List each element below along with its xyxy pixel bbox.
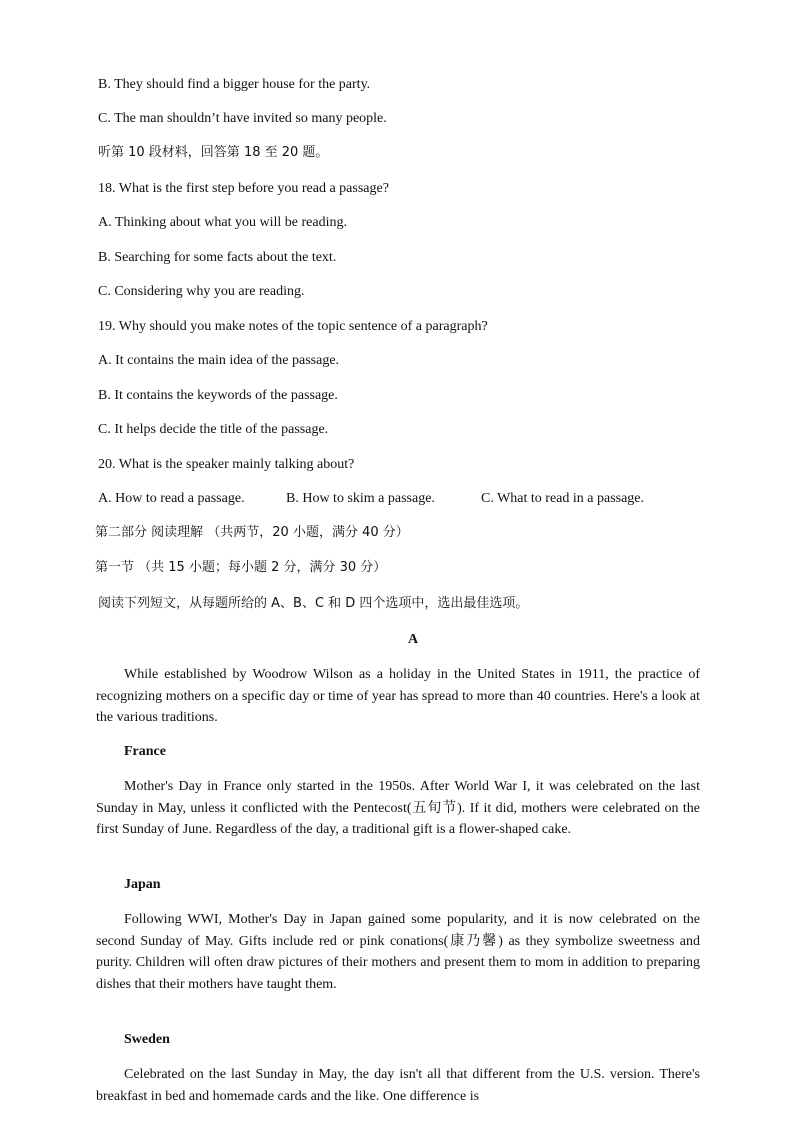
- passage-label: A: [407, 632, 419, 647]
- q18-option-a: A. Thinking about what you will be reading.: [98, 215, 347, 230]
- section-heading-japan: Japan: [124, 877, 161, 892]
- q20-option-a: A. How to read a passage.: [98, 491, 245, 506]
- q19-option-c: C. It helps decide the title of the passage.: [98, 422, 329, 437]
- q20-option-b: B. How to skim a passage.: [286, 491, 435, 506]
- listening-instruction: 听第 10 段材料，回答第 18 至 20 题。: [98, 145, 329, 160]
- q19-option-b: B. It contains the keywords of the passage.: [98, 388, 338, 403]
- section-heading-france: France: [124, 744, 166, 759]
- passage-intro: While established by Woodrow Wilson as a holiday in the United States in 1911, the practice of recognizing mothers on a specific day or time of year has spread to more than 40 countries. Here's a look at the various traditions.: [96, 667, 700, 725]
- q19-option-a: A. It contains the main idea of the passage.: [98, 353, 340, 368]
- q17-option-b: B. They should find a bigger house for the party.: [98, 77, 371, 92]
- q17-option-c: C. The man shouldn’t have invited so many people.: [98, 111, 387, 126]
- q20-stem: 20. What is the speaker mainly talking about?: [98, 457, 355, 472]
- section-text-japan: Following WWI, Mother's Day in Japan gained some popularity, and it is now celebrated on the second Sunday of May. Gifts include red or pink conations(康乃馨) as they symbolize sweetness and purity. Children will often draw pictures of their mothers and present them to mom in addition to preparing dishes that their mothers have taught them.: [96, 912, 700, 992]
- q20-option-c: C. What to read in a passage.: [481, 491, 645, 506]
- q18-stem: 18. What is the first step before you read a passage?: [98, 181, 389, 196]
- section-one-title: 第一节 （共 15 小题；每小题 2 分，满分 30 分）: [95, 560, 387, 575]
- q18-option-b: B. Searching for some facts about the text.: [98, 250, 337, 265]
- section-text-sweden: Celebrated on the last Sunday in May, the day isn't all that different from the U.S. version. There's breakfast in bed and homemade cards and the like. One difference is: [96, 1067, 700, 1104]
- section-heading-sweden: Sweden: [124, 1032, 170, 1047]
- reading-directions: 阅读下列短文，从每题所给的 A、B、C 和 D 四个选项中，选出最佳选项。: [98, 596, 529, 611]
- q19-stem: 19. Why should you make notes of the topic sentence of a paragraph?: [98, 319, 488, 334]
- section-text-france: Mother's Day in France only started in the 1950s. After World War I, it was celebrated on the last Sunday in May, unless it conflicted with the Pentecost(五旬节). If it did, mothers were celebrated on the first Sunday of June. Regardless of the day, a traditional gift is a flower-shaped cake.: [96, 779, 700, 837]
- q18-option-c: C. Considering why you are reading.: [98, 284, 305, 299]
- q20-options: [98, 490, 644, 508]
- part-two-title: 第二部分 阅读理解 （共两节，20 小题，满分 40 分）: [95, 525, 409, 540]
